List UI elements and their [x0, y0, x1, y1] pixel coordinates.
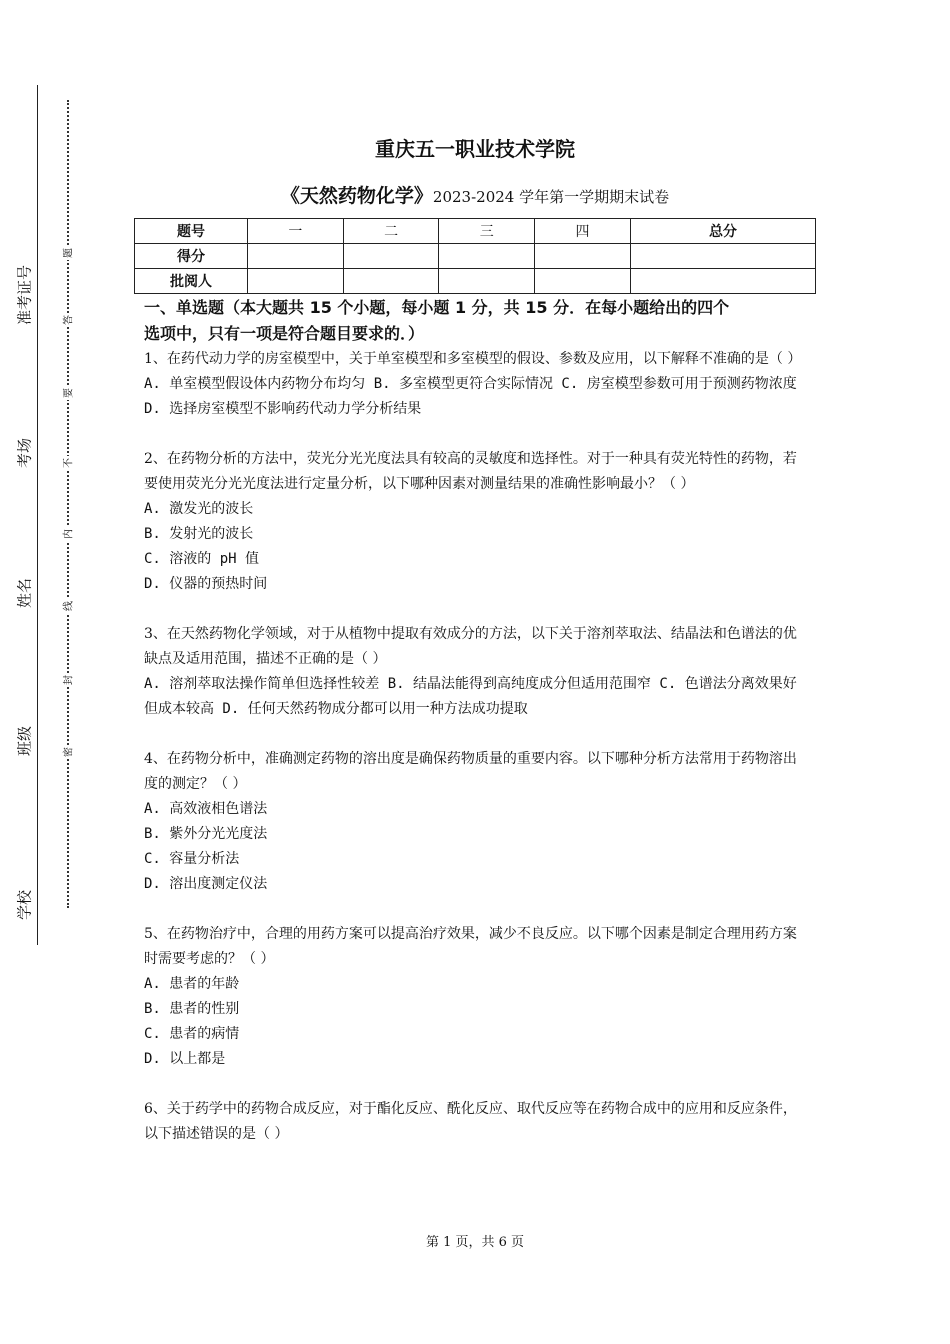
question-4-option-c: C. 容量分析法 — [144, 851, 240, 867]
question-5-option-c: C. 患者的病情 — [144, 1026, 240, 1042]
score-header-cell: 四 — [535, 219, 631, 244]
question-5-option-b: B. 患者的性别 — [144, 1001, 240, 1017]
name-label: 姓名 — [15, 577, 34, 609]
reviewer-row-label: 批阅人 — [135, 269, 248, 294]
binding-line — [37, 85, 38, 945]
score-cell — [343, 244, 439, 269]
question-4-option-a: A. 高效液相色谱法 — [144, 801, 268, 817]
score-table-header-row — [135, 219, 816, 244]
seal-word: 封 — [58, 673, 77, 687]
question-5-option-a: A. 患者的年龄 — [144, 976, 240, 992]
section-title — [144, 295, 810, 347]
score-header-cell: 三 — [439, 219, 535, 244]
reviewer-cell — [248, 269, 344, 294]
term-text: 2023-2024 学年第一学期期末试卷 — [432, 188, 670, 206]
seal-dotted-line — [67, 100, 69, 908]
question-2-stem: 2、在药物分析的方法中，荧光分光光度法具有较高的灵敏度和选择性。对于一种具有荧光特性的药物，若要使用荧光分光光度法进行定量分析，以下哪种因素对测量结果的准确性影响最小？（ ） — [144, 451, 797, 492]
school-label: 学校 — [15, 889, 34, 921]
seal-word: 不 — [58, 456, 77, 470]
score-row — [135, 244, 816, 269]
exam-number-label: 准考证号 — [15, 264, 34, 326]
exam-subtitle — [0, 181, 950, 208]
seal-word: 答 — [58, 313, 77, 327]
seal-word: 线 — [58, 599, 77, 613]
section-title-line: 选项中，只有一项是符合题目要求的．） — [144, 324, 425, 343]
question-2-option-c: C. 溶液的 pH 值 — [144, 551, 260, 567]
score-row-label: 得分 — [135, 244, 248, 269]
score-cell — [535, 244, 631, 269]
page-footer: 第 1 页，共 6 页 — [425, 1235, 525, 1250]
question-5-stem: 5、在药物治疗中，合理的用药方案可以提高治疗效果，减少不良反应。以下哪个因素是制定合理用药方案时需要考虑的？（ ） — [144, 926, 797, 967]
question-1-stem: 1、在药代动力学的房室模型中，关于单室模型和多室模型的假设、参数及应用，以下解释不准确的是（ ） — [144, 351, 802, 367]
question-3-options: A. 溶剂萃取法操作简单但选择性较差 B. 结晶法能得到高纯度成分但适用范围窄 C. 色谱法分离效果好但成本较高 D. 任何天然药物成分都可以用一种方法成功提取 — [144, 676, 797, 717]
score-cell — [248, 244, 344, 269]
question-6-stem: 6、关于药学中的药物合成反应，对于酯化反应、酰化反应、取代反应等在药物合成中的应用和反应条件，以下描述错误的是（ ） — [144, 1101, 797, 1142]
seal-word: 密 — [58, 745, 77, 759]
reviewer-cell — [535, 269, 631, 294]
exam-room-label: 考场 — [15, 437, 34, 469]
school-title: 重庆五一职业技术学院 — [375, 137, 575, 161]
reviewer-cell — [439, 269, 535, 294]
score-table — [134, 218, 816, 294]
seal-word: 题 — [58, 246, 77, 260]
reviewer-row — [135, 269, 816, 294]
question-1-options: A. 单室模型假设体内药物分布均匀 B. 多室模型更符合实际情况 C. 房室模型参数可用于预测药物浓度 D. 选择房室模型不影响药代动力学分析结果 — [144, 376, 797, 417]
score-cell — [630, 244, 815, 269]
question-4-option-d: D. 溶出度测定仪法 — [144, 876, 268, 892]
question-4-option-b: B. 紫外分光光度法 — [144, 826, 268, 842]
question-2-option-a: A. 激发光的波长 — [144, 501, 254, 517]
seal-word: 要 — [58, 386, 77, 400]
score-header-cell: 二 — [343, 219, 439, 244]
reviewer-cell — [630, 269, 815, 294]
score-cell — [439, 244, 535, 269]
seal-word: 内 — [58, 527, 77, 541]
reviewer-cell — [343, 269, 439, 294]
score-header-cell: 一 — [248, 219, 344, 244]
score-header-cell: 题号 — [135, 219, 248, 244]
class-label: 班级 — [15, 725, 34, 757]
question-4-stem: 4、在药物分析中，准确测定药物的溶出度是确保药物质量的重要内容。以下哪种分析方法常用于药物溶出度的测定？（ ） — [144, 751, 797, 792]
question-2-option-b: B. 发射光的波长 — [144, 526, 254, 542]
question-2-option-d: D. 仪器的预热时间 — [144, 576, 268, 592]
score-header-cell: 总分 — [630, 219, 815, 244]
course-name: 《天然药物化学》 — [280, 185, 433, 207]
question-3-stem: 3、在天然药物化学领域，对于从植物中提取有效成分的方法，以下关于溶剂萃取法、结晶法和色谱法的优缺点及适用范围，描述不正确的是（ ） — [144, 626, 797, 667]
exam-content — [144, 295, 810, 1147]
question-5-option-d: D. 以上都是 — [144, 1051, 226, 1067]
section-title-line: 一、单选题（本大题共 15 个小题，每小题 1 分，共 15 分．在每小题给出的四个 — [144, 298, 730, 317]
